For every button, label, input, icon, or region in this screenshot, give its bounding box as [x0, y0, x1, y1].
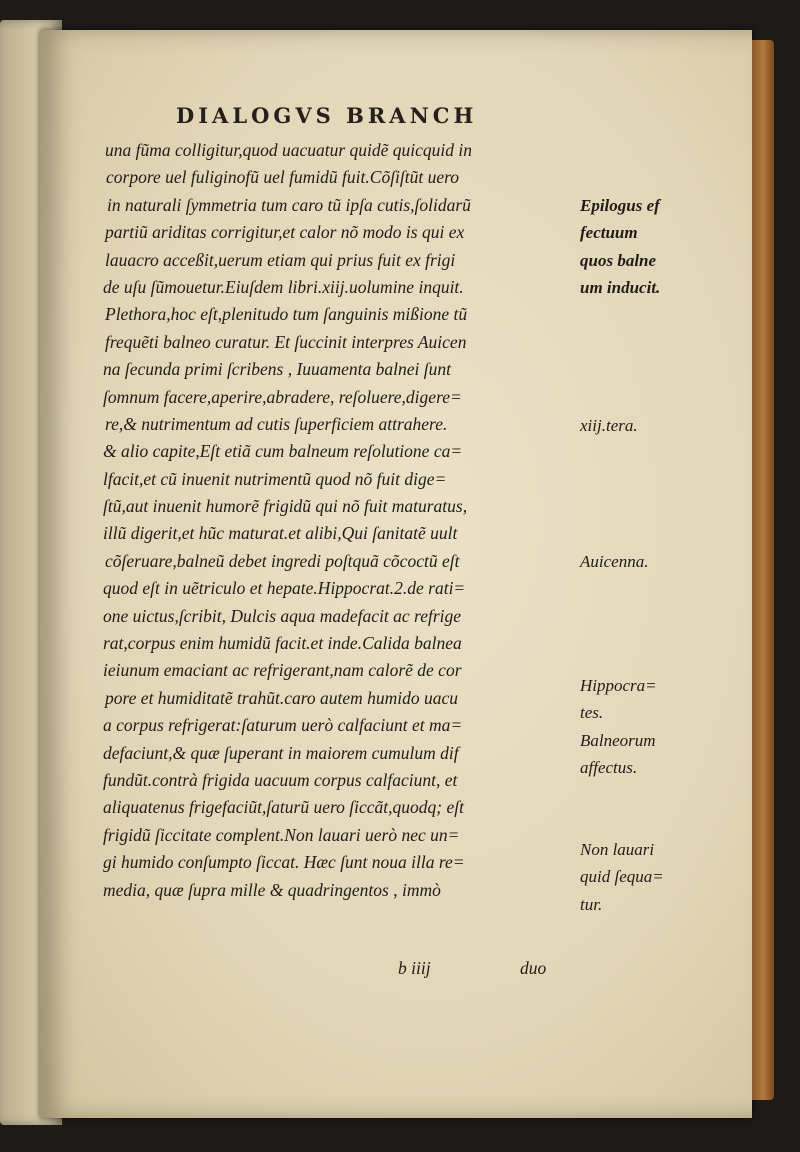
marginal-line: quid ſequa=	[580, 867, 664, 887]
body-line: de uſu ſũmouetur.Eiuſdem libri.xiij.uolumine inquit.	[103, 276, 464, 297]
marginal-note-hippocrates	[580, 672, 657, 782]
marginal-line: Balneorum	[580, 730, 656, 750]
body-line: one uictus,ſcribit, Dulcis aqua madefacit ac refrige	[103, 605, 462, 626]
body-line: pore et humiditatẽ trahũt.caro autem humido uacu	[105, 687, 459, 708]
body-line: & alio capite,Eſt etiã cum balneum reſolutione ca=	[103, 441, 463, 462]
running-head: DIALOGVS BRANCH	[176, 103, 478, 128]
body-line: media, quæ ſupra mille & quadringentos , immò	[103, 879, 441, 900]
marginal-note-non-lauari	[580, 836, 664, 918]
body-line: ieiunum emaciant ac refrigerant,nam calorẽ de cor	[103, 660, 462, 681]
marginal-line: Non lauari	[580, 840, 655, 859]
marginal-line: quos balne	[580, 250, 657, 270]
body-line: na ſecunda primi ſcribens , Iuuamenta balnei ſunt	[103, 359, 452, 380]
marginal-note-epilogus	[580, 192, 660, 302]
body-line: aliquatenus frigefaciũt,ſaturũ uero ſiccãt,quodq; eſt	[103, 797, 464, 818]
catchword: duo	[520, 958, 547, 978]
body-line: rat,corpus enim humidũ facit.et inde.Calida balnea	[103, 633, 462, 654]
body-line: defaciunt,& quæ ſuperant in maiorem cumulum dif	[103, 742, 459, 763]
body-line: ſomnum facere,aperire,abradere, reſoluere,digere=	[103, 386, 462, 407]
marginal-line: affectus.	[580, 758, 638, 778]
marginal-note-avicenna: Auicenna.	[580, 552, 649, 571]
body-line: frigidũ ſiccitate complent.Non lauari uerò nec un=	[103, 824, 460, 845]
body-line: re,& nutrimentum ad cutis ſuperficiem attrahere.	[105, 413, 448, 434]
body-line: a corpus refrigerat:ſaturum uerò calfaciunt et ma=	[103, 715, 463, 736]
body-line: fundũt.contrà frigida uacuum corpus calfaciunt, et	[103, 769, 458, 790]
body-line: gi humido conſumpto ſiccat. Hæc ſunt noua illa re=	[103, 852, 465, 873]
body-line: quod eſt in uẽtriculo et hepate.Hippocrat.2.de rati=	[103, 578, 466, 599]
marginal-note-reference: xiij.tera.	[580, 416, 638, 435]
body-line: partiũ ariditas corrigitur,et calor nõ modo is qui ex	[105, 222, 465, 243]
body-line: illũ digerit,et hũc maturat.et alibi,Qui ſanitatẽ uult	[103, 523, 458, 544]
body-line: frequẽti balneo curatur. Et ſuccinit interpres Auicen	[105, 331, 467, 352]
signature-mark: b iiij	[398, 958, 431, 978]
body-line: lfacit,et cũ inuenit nutrimentũ quod nõ fuit dige=	[103, 468, 447, 489]
body-line: corpore uel fuliginofũ uel fumidũ fuit.Cõſiſtũt uero	[106, 167, 460, 188]
body-line: Plethora,hoc eſt,plenitudo tum ſanguinis mißione tũ	[105, 304, 468, 325]
marginal-line: Epilogus ef	[580, 196, 660, 215]
body-line: cõſeruare,balneũ debet ingredi poſtquã cõcoctũ eſt	[105, 550, 460, 571]
body-line: in naturali ſymmetria tum caro tũ ipſa cutis,ſolidarũ	[107, 194, 471, 215]
body-line: una fũma colligitur,quod uacuatur quidẽ quicquid in	[105, 140, 472, 160]
marginal-line: fectuum	[580, 223, 638, 243]
marginal-line: um inducit.	[580, 278, 661, 298]
marginal-line: Hippocra=	[580, 676, 657, 695]
body-text-block	[103, 137, 573, 904]
marginal-line: tes.	[580, 703, 604, 723]
marginal-line: tur.	[580, 894, 603, 914]
body-line: ſtũ,aut inuenit humorẽ frigidũ qui nõ fuit maturatus,	[103, 496, 468, 517]
page-fore-edge	[752, 40, 774, 1100]
body-line: lauacro acceßit,uerum etiam qui prius fuit ex frigi	[105, 249, 456, 270]
